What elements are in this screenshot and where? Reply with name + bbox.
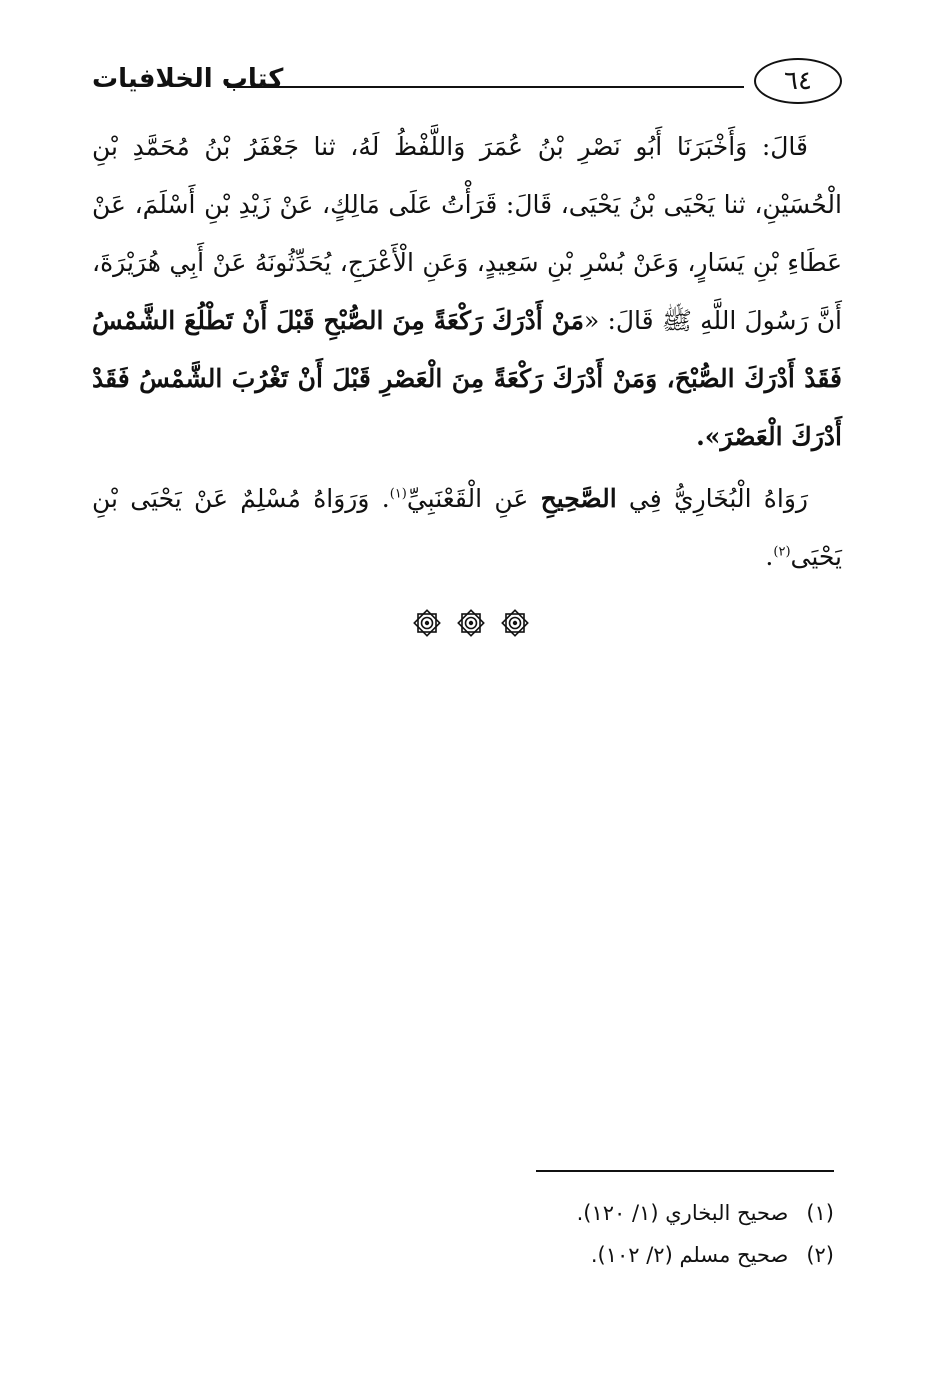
flower-ornament-icon [500, 608, 530, 638]
footnotes [414, 1192, 834, 1276]
header-rule [227, 86, 744, 88]
isnad-text: قَالَ: وَأَخْبَرَنَا أَبُو نَصْرِ بْنُ عُمَرَ وَاللَّفْظُ لَهُ، ثنا جَعْفَرُ بْنُ مُحَمَّدِ بْنِ الْحُسَيْنِ، ثنا يَحْيَى بْنُ يَحْيَى، قَالَ: قَرَأْتُ عَلَى مَالِكٍ، عَنْ زَيْدِ بْنِ أَسْلَمَ، عَنْ عَطَاءِ بْنِ يَسَارٍ، وَعَنْ بُسْرِ بْنِ سَعِيدٍ، وَعَنِ الْأَعْرَجِ، يُحَدِّثُونَهُ عَنْ أَبِي هُرَيْرَةَ، أَنَّ رَسُولَ اللَّهِ ﷺ قَالَ: « [92, 132, 842, 335]
hadith-text: مَنْ أَدْرَكَ رَكْعَةً مِنَ الصُّبْحِ قَبْلَ أَنْ تَطْلُعَ الشَّمْسُ فَقَدْ أَدْرَكَ الصُّبْحَ، وَمَنْ أَدْرَكَ رَكْعَةً مِنَ الْعَصْرِ قَبْلَ أَنْ تَغْرُبَ الشَّمْسُ فَقَدْ أَدْرَكَ الْعَصْرَ [92, 306, 842, 451]
main-text [92, 118, 842, 586]
flower-ornament-icon [412, 608, 442, 638]
footnote-ref-2: (٢) [773, 544, 791, 560]
footnote-item [414, 1234, 834, 1276]
book-title: كتاب الخلافيات [92, 64, 284, 94]
footnote-rule [536, 1170, 834, 1172]
sahih-word: الصَّحِيحِ [540, 484, 617, 513]
paragraph-isnad [92, 118, 842, 466]
takhrij-text-a: رَوَاهُ الْبُخَارِيُّ فِي [616, 484, 808, 513]
flower-ornament-icon [456, 608, 486, 638]
page-header [92, 58, 842, 108]
takhrij-end: . [765, 542, 774, 571]
footnote-marker: (٢) [806, 1243, 834, 1267]
takhrij-text-c: . وَرَوَاهُ مُسْلِمٌ عَنْ يَحْيَى بْنِ يَحْيَى [92, 484, 842, 571]
footnote-item [414, 1192, 834, 1234]
footnote-marker: (١) [806, 1201, 834, 1225]
hadith-close: ». [696, 422, 721, 451]
footnote-text: صحيح مسلم (٢/ ١٠٢). [590, 1243, 789, 1267]
section-divider [0, 608, 942, 638]
paragraph-takhrij [92, 470, 842, 586]
takhrij-text-b: عَنِ الْقَعْنَبِيِّ [406, 484, 541, 513]
page-number: ٦٤ [754, 58, 842, 104]
footnote-text: صحيح البخاري (١/ ١٢٠). [576, 1201, 789, 1225]
footnote-ref-1: (١) [389, 486, 407, 502]
